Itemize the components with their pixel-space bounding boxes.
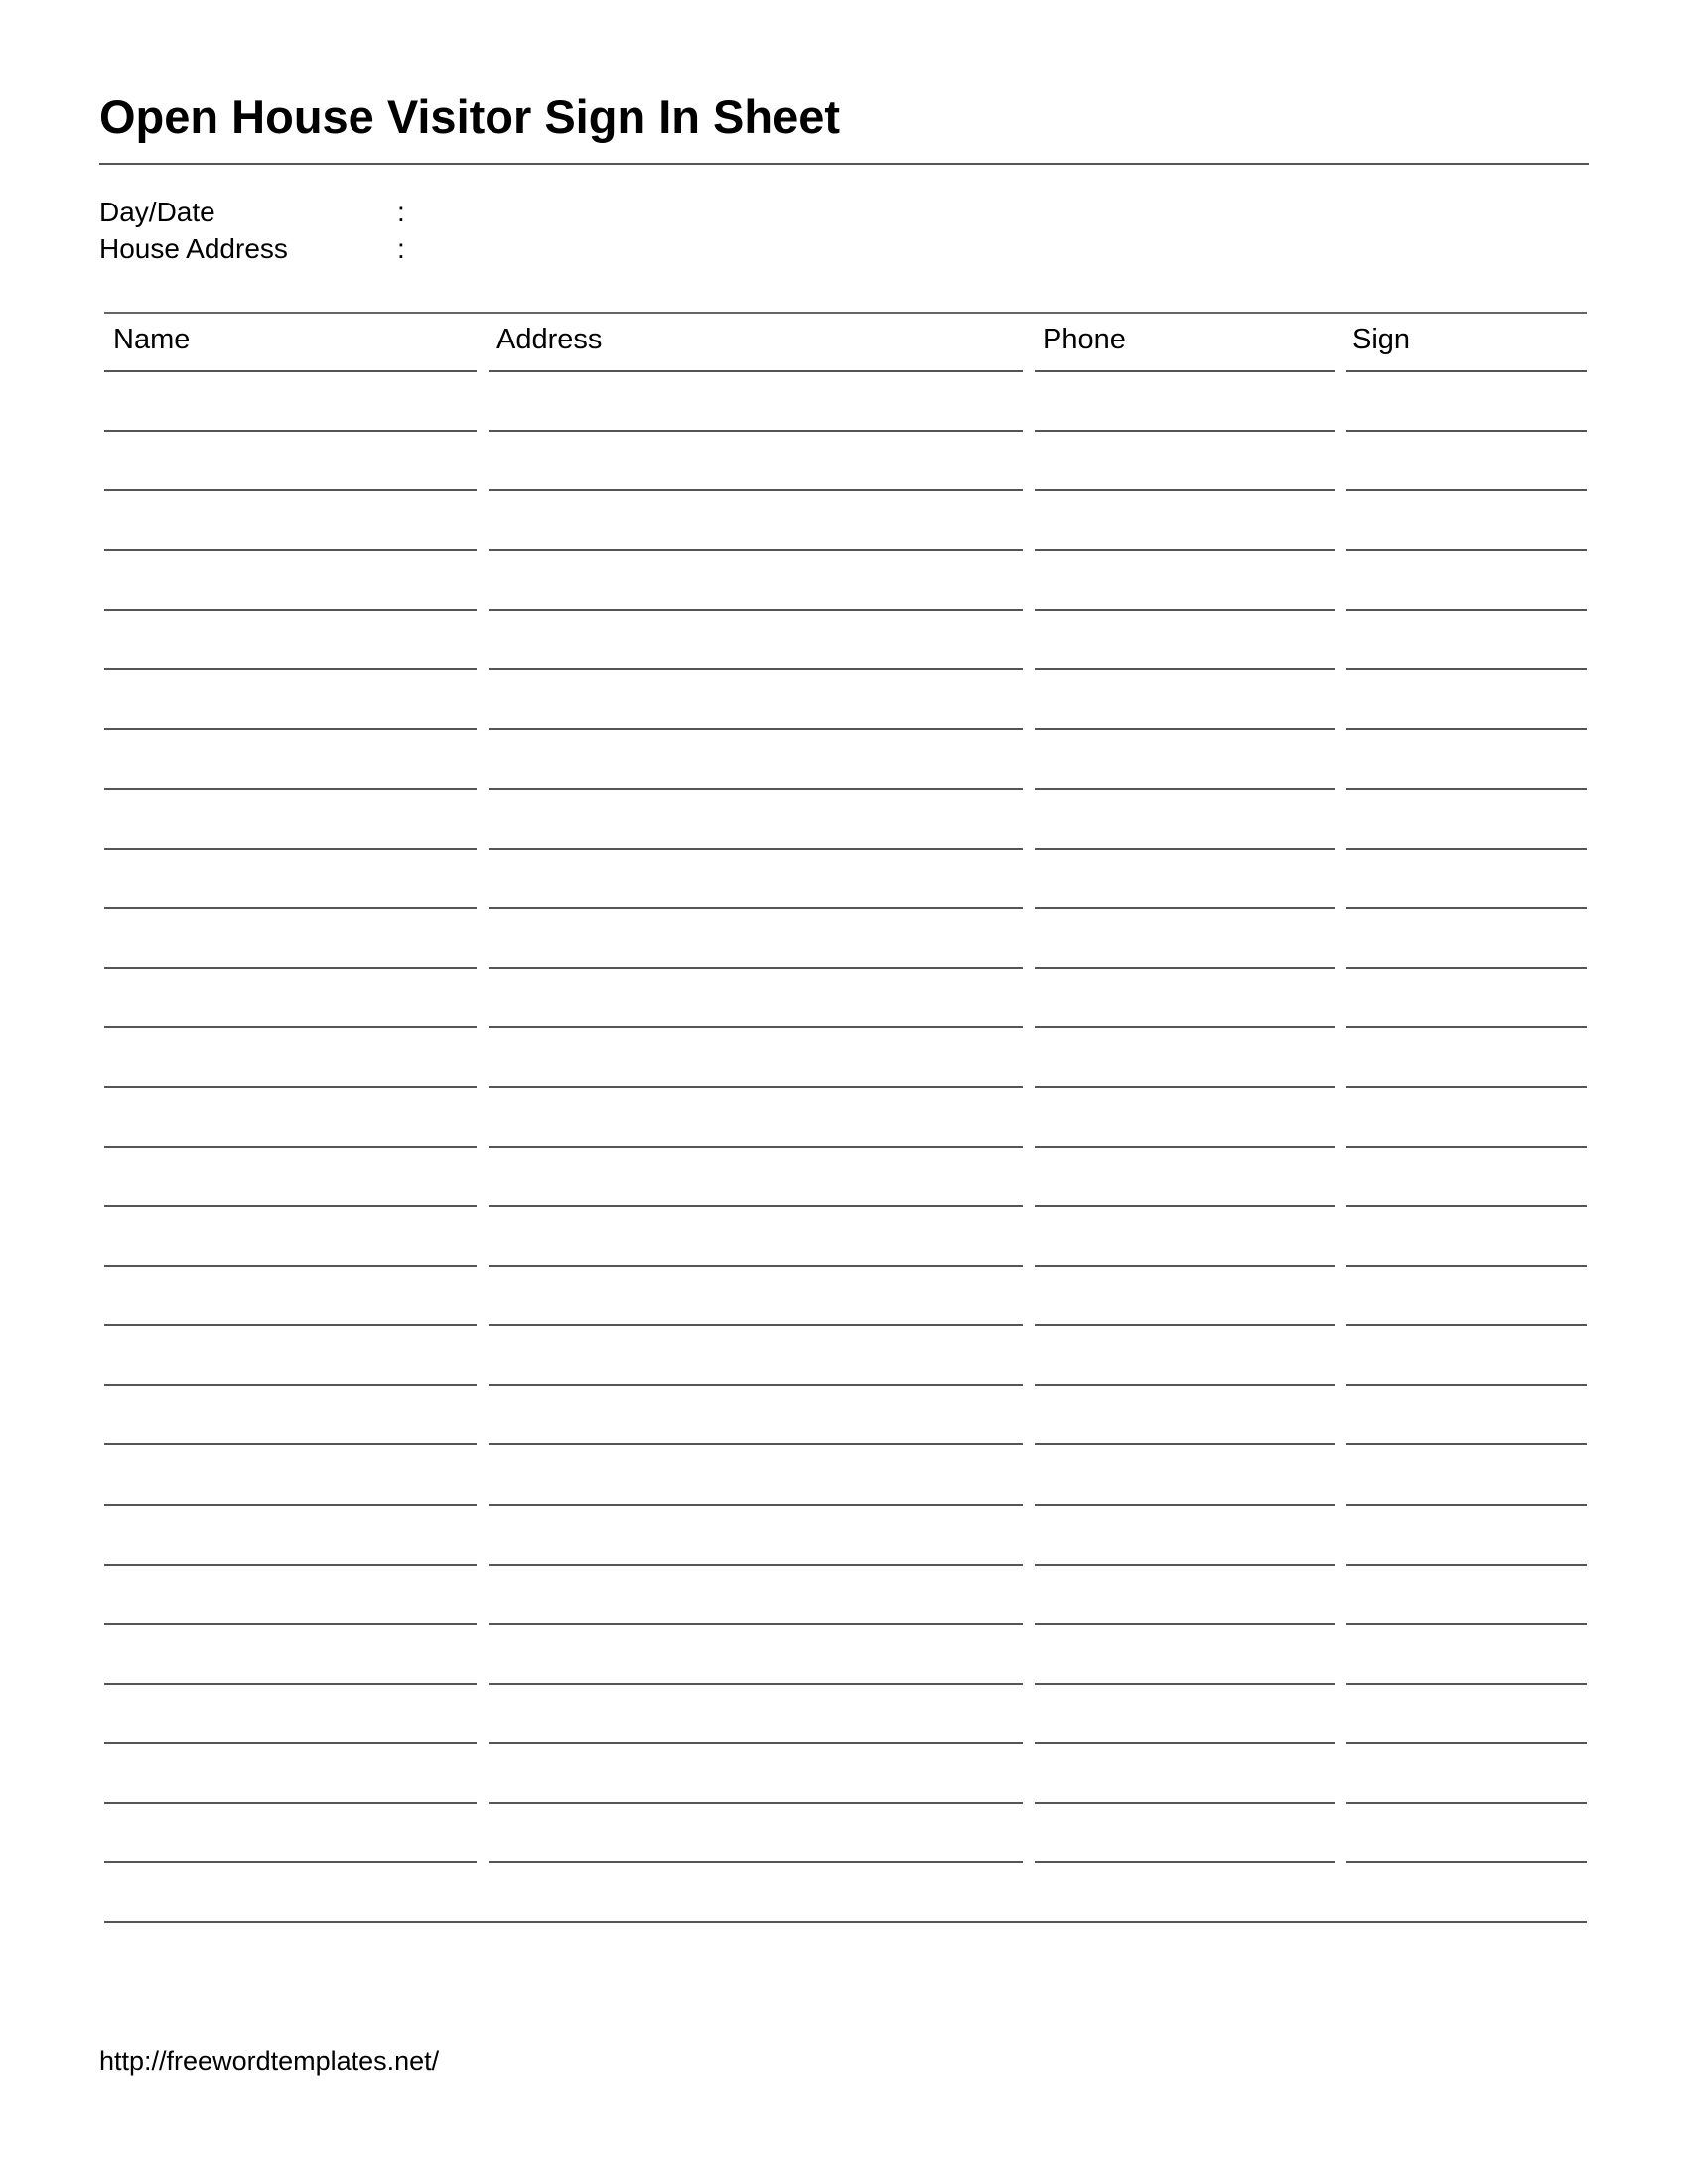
entry-line-sign [1346, 549, 1587, 551]
entry-line-address [489, 728, 1023, 730]
entry-line-name [104, 1802, 477, 1804]
entry-line-phone [1035, 1265, 1335, 1267]
column-header-sign: Sign [1352, 324, 1411, 355]
entry-line-sign [1346, 728, 1587, 730]
entry-line-phone [1035, 907, 1335, 909]
entry-line-address [489, 1384, 1023, 1386]
entry-line-name [104, 1623, 477, 1625]
entry-line-phone [1035, 1146, 1335, 1148]
entry-line-phone [1035, 1324, 1335, 1326]
entry-line-address [489, 1324, 1023, 1326]
entry-line-name [104, 430, 477, 432]
header-underline-sign [1346, 370, 1587, 372]
entry-line-phone [1035, 788, 1335, 790]
entry-line-name [104, 1742, 477, 1744]
entry-line-name [104, 1086, 477, 1088]
entry-line-address [489, 1265, 1023, 1267]
entry-line-phone [1035, 1683, 1335, 1685]
entry-line-name [104, 549, 477, 551]
page-title: Open House Visitor Sign In Sheet [99, 90, 841, 143]
entry-line-address [489, 1443, 1023, 1445]
entry-line-phone [1035, 430, 1335, 432]
entry-line-name [104, 609, 477, 611]
entry-line-address [489, 489, 1023, 491]
day-date-colon: : [397, 197, 405, 227]
entry-line-sign [1346, 1623, 1587, 1625]
house-address-colon: : [397, 233, 405, 264]
entry-line-name [104, 1205, 477, 1207]
entry-line-address [489, 609, 1023, 611]
entry-line-phone [1035, 1861, 1335, 1863]
entry-line-address [489, 1026, 1023, 1028]
entry-line-sign [1346, 609, 1587, 611]
entry-line-name [104, 1384, 477, 1386]
entry-line-sign [1346, 1324, 1587, 1326]
entry-line-phone [1035, 549, 1335, 551]
entry-line-sign [1346, 788, 1587, 790]
house-address-label: House Address [99, 233, 288, 264]
entry-line-sign [1346, 1086, 1587, 1088]
entry-line-name [104, 728, 477, 730]
entry-line-sign [1346, 430, 1587, 432]
entry-line-phone [1035, 1623, 1335, 1625]
entry-line-name [104, 1504, 477, 1506]
footer-url[interactable]: http://freewordtemplates.net/ [99, 2046, 440, 2076]
entry-line-address [489, 1564, 1023, 1566]
entry-line-address [489, 788, 1023, 790]
entry-line-sign [1346, 1683, 1587, 1685]
entry-line-address [489, 848, 1023, 850]
entry-line-sign [1346, 489, 1587, 491]
entry-line-phone [1035, 489, 1335, 491]
entry-line-phone [1035, 1443, 1335, 1445]
entry-line-address [489, 907, 1023, 909]
header-underline-phone [1035, 370, 1335, 372]
header-underline-address [489, 370, 1023, 372]
table-bottom-rule [104, 1921, 1587, 1923]
entry-line-address [489, 1205, 1023, 1207]
entry-line-sign [1346, 1443, 1587, 1445]
entry-line-address [489, 1146, 1023, 1148]
entry-line-sign [1346, 1265, 1587, 1267]
entry-line-name [104, 1146, 477, 1148]
column-header-phone: Phone [1043, 324, 1126, 355]
entry-line-address [489, 1802, 1023, 1804]
entry-line-address [489, 430, 1023, 432]
entry-line-name [104, 1564, 477, 1566]
entry-line-name [104, 489, 477, 491]
entry-line-sign [1346, 1504, 1587, 1506]
entry-line-name [104, 1324, 477, 1326]
column-header-name: Name [113, 324, 191, 355]
entry-line-phone [1035, 728, 1335, 730]
entry-line-phone [1035, 1802, 1335, 1804]
entry-line-name [104, 907, 477, 909]
entry-line-sign [1346, 1146, 1587, 1148]
entry-line-sign [1346, 1742, 1587, 1744]
entry-line-sign [1346, 907, 1587, 909]
header-underline-name [104, 370, 477, 372]
column-header-address: Address [496, 324, 603, 355]
entry-line-phone [1035, 1564, 1335, 1566]
entry-line-phone [1035, 1086, 1335, 1088]
entry-line-address [489, 1623, 1023, 1625]
entry-line-name [104, 1861, 477, 1863]
day-date-label: Day/Date [99, 197, 215, 227]
entry-line-name [104, 1026, 477, 1028]
entry-line-phone [1035, 1504, 1335, 1506]
entry-line-name [104, 668, 477, 670]
entry-line-name [104, 1443, 477, 1445]
entry-line-phone [1035, 1384, 1335, 1386]
entry-line-sign [1346, 848, 1587, 850]
entry-line-sign [1346, 967, 1587, 969]
entry-line-sign [1346, 1384, 1587, 1386]
entry-line-address [489, 1742, 1023, 1744]
entry-line-sign [1346, 1205, 1587, 1207]
entry-line-address [489, 1683, 1023, 1685]
entry-line-name [104, 1265, 477, 1267]
entry-line-sign [1346, 1802, 1587, 1804]
entry-line-phone [1035, 1205, 1335, 1207]
entry-line-sign [1346, 668, 1587, 670]
title-divider [99, 163, 1589, 165]
entry-line-address [489, 1086, 1023, 1088]
entry-line-name [104, 967, 477, 969]
entry-line-address [489, 668, 1023, 670]
entry-line-phone [1035, 1026, 1335, 1028]
entry-line-phone [1035, 967, 1335, 969]
entry-line-sign [1346, 1026, 1587, 1028]
entry-line-sign [1346, 1564, 1587, 1566]
entry-line-name [104, 848, 477, 850]
entry-line-phone [1035, 609, 1335, 611]
entry-line-name [104, 788, 477, 790]
entry-line-phone [1035, 848, 1335, 850]
entry-line-phone [1035, 668, 1335, 670]
table-top-rule [104, 312, 1587, 314]
entry-line-address [489, 549, 1023, 551]
entry-line-name [104, 1683, 477, 1685]
entry-line-address [489, 1861, 1023, 1863]
entry-line-phone [1035, 1742, 1335, 1744]
entry-line-address [489, 967, 1023, 969]
entry-line-address [489, 1504, 1023, 1506]
entry-line-sign [1346, 1861, 1587, 1863]
